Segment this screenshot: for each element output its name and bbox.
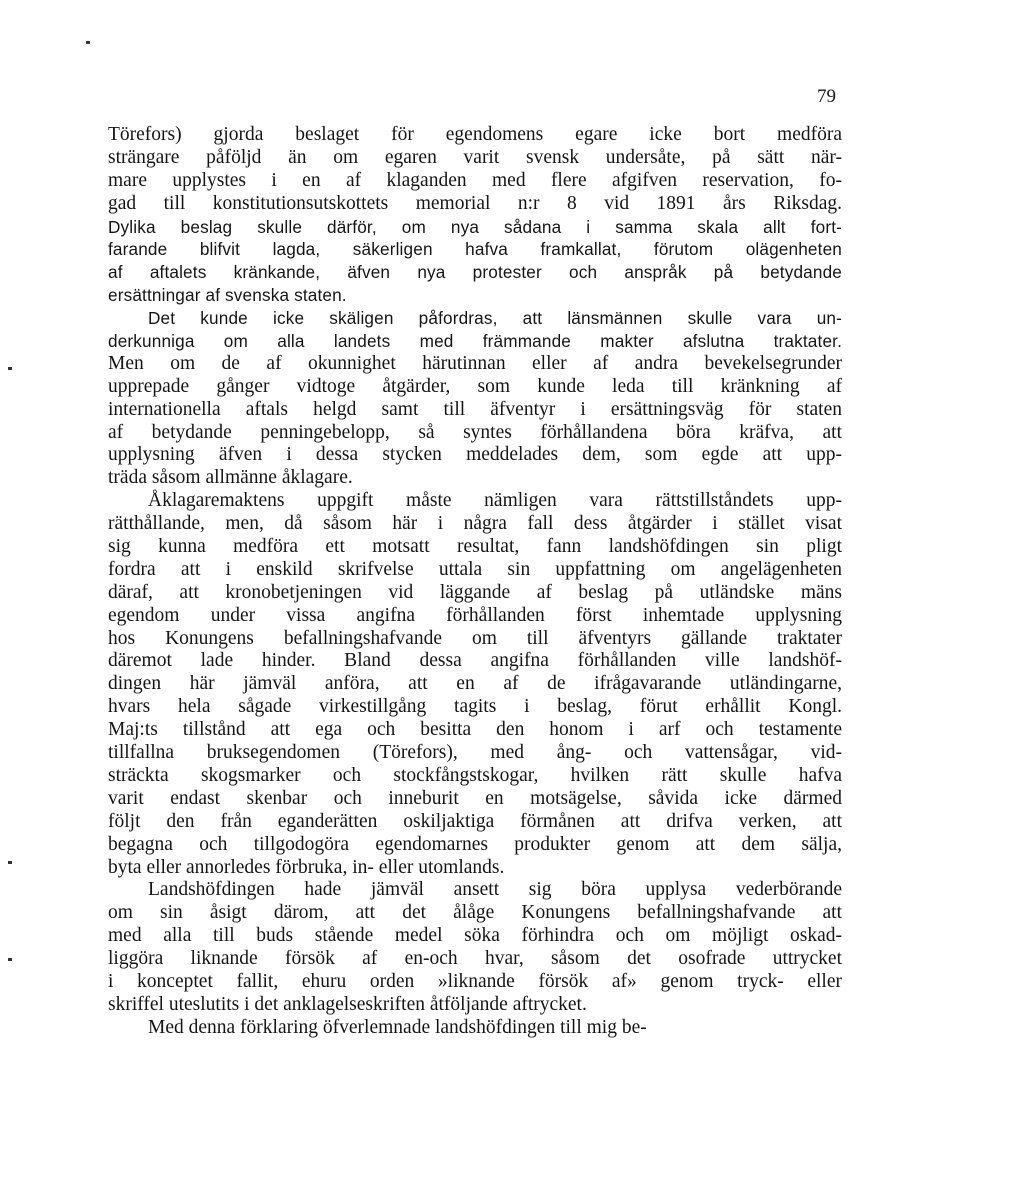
text-line: Landshöfdingen hade jämväl ansett sig böra upplysa vederbörande — [148, 879, 842, 901]
text-line: däraf, att kronobetjeningen vid läggande af beslag på utländske mäns — [108, 581, 842, 603]
text-line: Dylika beslag skulle därför, om nya sådana i samma skala allt fort- — [108, 216, 842, 237]
text-line: om sin åsigt därom, att det ålåge Konungens befallningshafvande att — [108, 902, 842, 924]
text-body — [108, 124, 842, 1040]
text-line: i konceptet fallit, ehuru orden »liknande försök af» genom tryck- eller — [108, 970, 842, 992]
text-line: Men om de af okunnighet härutinnan eller af andra bevekelsegrunder — [108, 352, 842, 374]
text-line: mare upplystes i en af klaganden med flere afgifven reservation, fo- — [108, 169, 842, 191]
text-line: liggöra liknande försök af en-och hvar, såsom det osofrade uttrycket — [108, 948, 842, 970]
text-line: rätthållande, men, då såsom här i några fall dess åtgärder i stället visat — [108, 513, 842, 535]
text-line: tillfallna bruksegendomen (Törefors), med ång- och vattensågar, vid- — [108, 742, 842, 764]
text-line: af aftalets kränkande, äfven nya protester och anspråk på betydande — [108, 262, 842, 283]
margin-dot — [8, 861, 12, 864]
text-line: af betydande penningebelopp, så syntes förhållandena böra kräfva, att — [108, 421, 842, 443]
text-line: Maj:ts tillstånd att ega och besitta den honom i arf och testamente — [108, 719, 842, 741]
text-line: Det kunde icke skäligen påfordras, att länsmännen skulle vara un- — [148, 308, 842, 329]
text-line: Med denna förklaring öfverlemnade landshöfdingen till mig be- — [148, 1016, 647, 1038]
text-line: fordra att i enskild skrifvelse uttala sin uppfattning om angelägenheten — [108, 558, 842, 580]
text-line: egendom under vissa angifna förhållanden först inhemtade upplysning — [108, 604, 842, 626]
text-line: hvars hela sågade virkestillgång tagits i beslag, förut erhållit Kongl. — [108, 696, 842, 718]
text-line: varit endast skenbar och inneburit en motsägelse, såvida icke därmed — [108, 787, 842, 809]
text-line: derkunniga om alla landets med främmande makter afslutna traktater. — [108, 331, 842, 352]
text-line: byta eller annorledes förbruka, in- eller utomlands. — [108, 856, 505, 878]
text-line: Åklagaremaktens uppgift måste nämligen vara rättstillståndets upp- — [148, 490, 842, 512]
text-line: upplysning äfven i dessa stycken meddelades dem, som egde att upp- — [108, 444, 842, 466]
text-line: dingen här jämväl anföra, att en af de ifrågavarande utländingarne, — [108, 673, 842, 695]
margin-dot — [8, 958, 12, 961]
text-line: träda såsom allmänne åklagare. — [108, 467, 353, 489]
text-line: med alla till buds stående medel söka förhindra och om möjligt oskad- — [108, 925, 842, 947]
text-line: upprepade gånger vidtoge åtgärder, som kunde leda till kränkning af — [108, 375, 842, 397]
page-number: 79 — [817, 86, 836, 107]
top-edge-mark — [86, 41, 90, 44]
text-line: strängare påföljd än om egaren varit svensk undersåte, på sätt när- — [108, 146, 842, 168]
text-line: Törefors) gjorda beslaget för egendomens egare icke bort medföra — [108, 124, 842, 145]
text-line: gad till konstitutionsutskottets memorial n:r 8 vid 1891 års Riksdag. — [108, 192, 842, 214]
text-line: följt den från eganderätten oskiljaktiga förmånen att drifva verken, att — [108, 810, 842, 832]
text-line: begagna och tillgodogöra egendomarnes produkter genom att dem sälja, — [108, 833, 842, 855]
text-line: internationella aftals helgd samt till äfventyr i ersättningsväg för staten — [108, 398, 842, 420]
text-line: ersättningar af svenska staten. — [108, 285, 347, 306]
text-line: däremot lade hinder. Bland dessa angifna förhållanden ville landshöf- — [108, 650, 842, 672]
text-line: sträckta skogsmarker och stockfångstskogar, hvilken rätt skulle hafva — [108, 764, 842, 786]
text-line: farande blifvit lagda, säkerligen hafva framkallat, förutom olägenheten — [108, 239, 842, 260]
text-line: sig kunna medföra ett motsatt resultat, fann landshöfdingen sin pligt — [108, 536, 842, 558]
text-line: hos Konungens befallningshafvande om till äfventyrs gällande traktater — [108, 627, 842, 649]
margin-dot — [8, 367, 12, 370]
text-line: skriffel uteslutits i det anklagelseskriften åtföljande aftrycket. — [108, 993, 587, 1015]
